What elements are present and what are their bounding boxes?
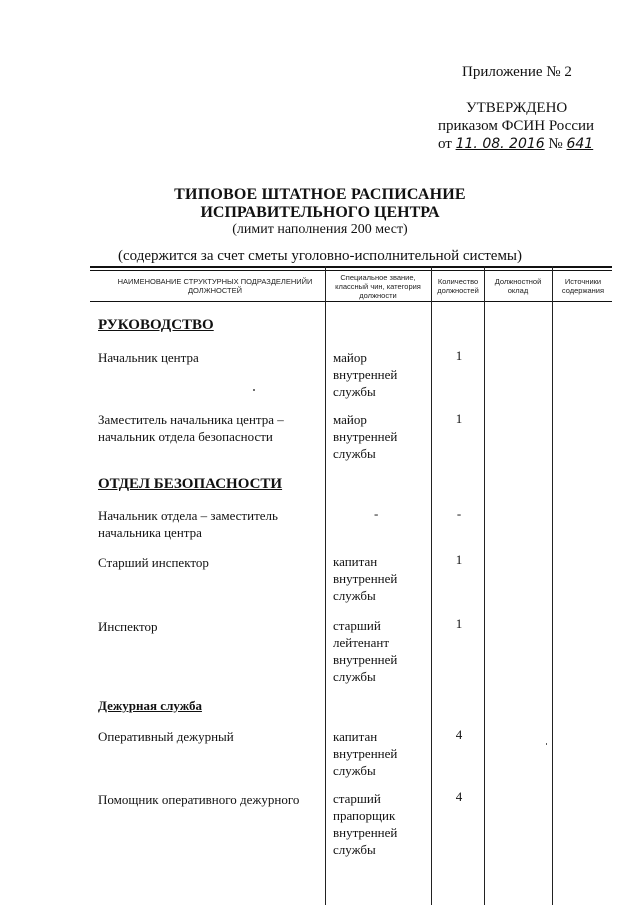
order-number: 641: [566, 136, 594, 152]
document-title: ТИПОВОЕ ШТАТНОЕ РАСПИСАНИЕ: [174, 186, 466, 203]
position-name: Старший инспектор: [98, 555, 209, 570]
position-name: Оперативный дежурный: [98, 729, 234, 744]
position-count: 1: [455, 411, 463, 426]
scan-speck: [546, 743, 547, 745]
scan-speck: [253, 389, 255, 391]
position-name: Инспектор: [98, 619, 158, 634]
column-divider: [431, 266, 432, 905]
header-count: Количество должностей: [437, 277, 479, 295]
appendix-number: Приложение № 2: [462, 64, 572, 80]
header-position-name: НАИМЕНОВАНИЕ СТРУКТУРНЫХ ПОДРАЗДЕЛЕНИЙИ ДОЛЖНОСТЕЙ: [117, 277, 313, 295]
position-count: 1: [455, 616, 463, 631]
position-rank: старший прапорщик внутренней службы: [333, 791, 398, 857]
position-count: -: [456, 506, 462, 521]
section-heading-duty: Дежурная служба: [98, 698, 202, 713]
column-divider: [552, 266, 553, 905]
position-rank: старший лейтенант внутренней службы: [333, 618, 398, 684]
header-salary: Должностной оклад: [494, 277, 542, 295]
position-name: Начальник центра: [98, 350, 199, 365]
position-name: Помощник оперативного дежурного: [98, 792, 300, 807]
position-name: Заместитель начальника центра – начальник отдела безопасности: [98, 412, 284, 444]
document-subtitle: ИСПРАВИТЕЛЬНОГО ЦЕНТРА: [200, 204, 440, 221]
order-date: 11. 08. 2016: [455, 136, 545, 152]
position-rank: капитан внутренней службы: [333, 729, 398, 778]
position-count: 1: [455, 552, 463, 567]
order-reference: приказом ФСИН России: [438, 118, 595, 134]
table-top-rule: [90, 266, 612, 268]
position-rank: майор внутренней службы: [333, 412, 398, 461]
number-prefix: №: [548, 136, 563, 152]
column-divider: [484, 266, 485, 905]
date-prefix: от: [438, 136, 452, 152]
header-funding: Источники содержания: [561, 277, 605, 295]
position-name: Начальник отдела – заместитель начальника центра: [98, 508, 278, 540]
section-heading-security: ОТДЕЛ БЕЗОПАСНОСТИ: [98, 476, 283, 492]
section-heading-management: РУКОВОДСТВО: [98, 317, 214, 333]
position-count: 1: [455, 348, 463, 363]
column-divider: [325, 266, 326, 905]
position-rank: капитан внутренней службы: [333, 554, 398, 603]
approved-stamp-text: УТВЕРЖДЕНО: [466, 100, 568, 116]
position-count: 4: [455, 789, 463, 804]
position-rank: -: [374, 506, 379, 521]
header-rank: Специальное звание, классный чин, категория должности: [335, 272, 421, 300]
table-header-rule: [90, 301, 612, 302]
order-date-line: [438, 134, 593, 154]
position-count: 4: [455, 727, 463, 742]
funding-source: (содержится за счет сметы уголовно-исполнительной системы): [117, 248, 523, 264]
capacity-limit: (лимит наполнения 200 мест): [232, 222, 408, 237]
position-rank: майор внутренней службы: [333, 350, 398, 399]
